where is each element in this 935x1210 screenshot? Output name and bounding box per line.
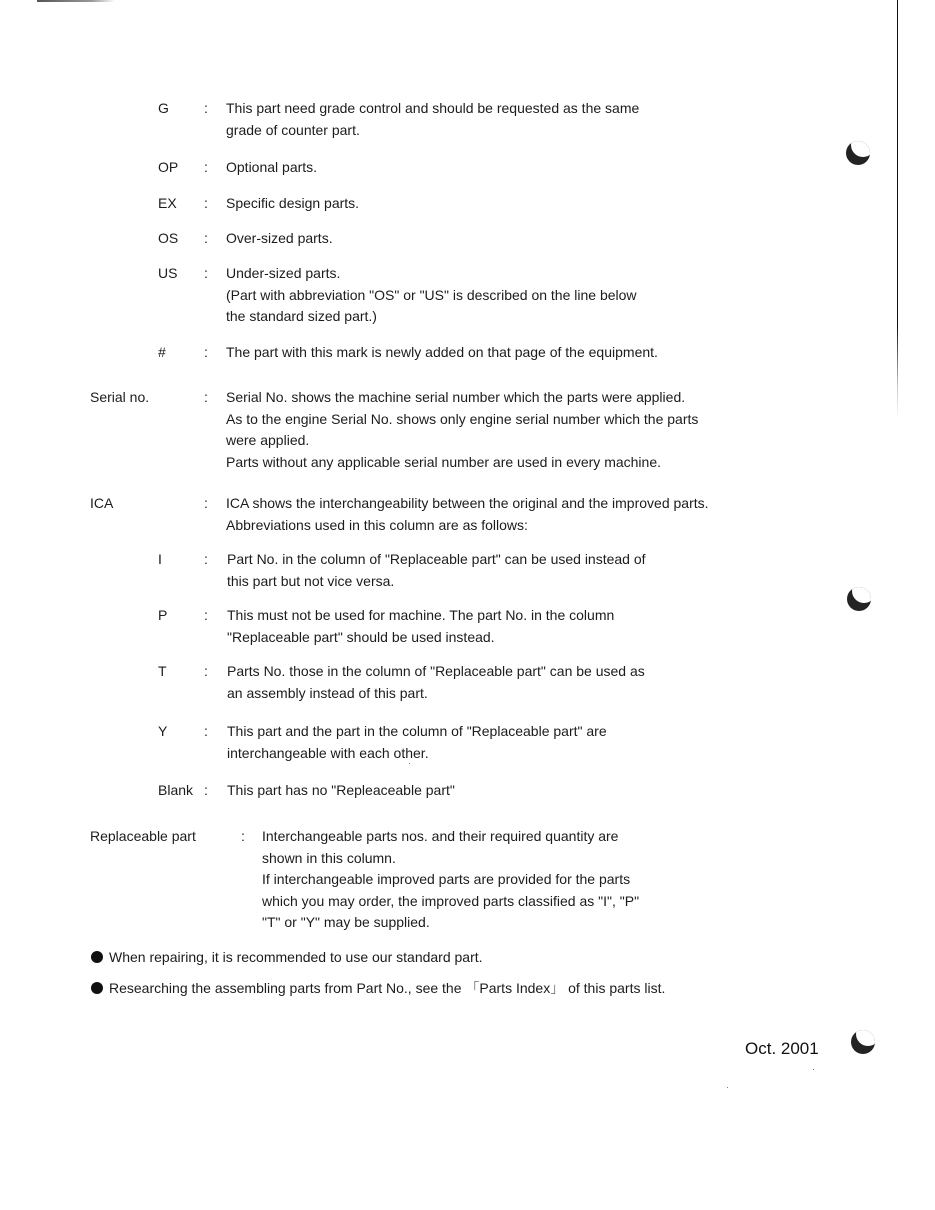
description-line: shown in this column. [262,849,396,866]
bullet-icon [91,951,103,963]
colon: : [204,663,208,679]
code-description [226,193,359,215]
code-description [227,780,455,802]
colon: : [204,723,208,739]
note-parts-index [91,978,665,998]
description-line: Optional parts. [226,159,318,175]
colon: : [204,159,208,175]
description-line: Part No. in the column of "Replaceable part" can be used instead of [227,551,646,567]
note-text: When repairing, it is recommended to use our standard part. [109,949,483,965]
description-line: The part with this mark is newly added on that page of the equipment. [226,344,658,360]
description-line: Parts without any applicable serial number are used in every machine. [226,453,662,470]
colon: : [204,551,208,567]
code-label: # [158,344,166,360]
section-description [226,493,709,536]
code-description [227,661,645,704]
code-label: P [158,607,168,623]
code-label: EX [158,195,177,211]
code-description [227,549,646,592]
colon: : [204,100,208,116]
code-description [226,157,317,179]
scan-speck [813,1069,814,1070]
colon: : [204,230,208,246]
description-line: This must not be used for machine. The part No. in the column [227,607,615,623]
section-label: Replaceable part [90,828,196,844]
section-description [262,826,639,934]
description-line: As to the engine Serial No. shows only engine serial number which the parts [226,410,699,427]
code-description [226,342,658,364]
description-line: Abbreviations used in this column are as follows: [226,516,528,533]
description-line: This part need grade control and should be requested as the same [226,100,640,116]
section-description [226,387,698,473]
description-line: Over-sized parts. [226,230,333,246]
code-label: G [158,100,169,116]
scan-speck [409,763,410,764]
colon: : [204,782,208,798]
scan-edge-line-top [37,0,115,2]
code-label: Blank [158,782,194,798]
description-line: this part but not vice versa. [227,572,395,589]
code-description [226,263,637,328]
code-description [226,98,639,141]
description-line: Serial No. shows the machine serial number which the parts were applied. [226,389,686,405]
hole-punch-mark-middle [847,587,871,611]
description-line: This part has no "Repleaceable part" [227,782,455,798]
revision-date: Oct. 2001 [745,1039,819,1058]
description-line: which you may order, the improved parts classified as "I", "P" [262,892,640,909]
hole-punch-mark-top [846,141,870,165]
scan-edge-line-right [897,0,898,420]
code-label: OP [158,159,179,175]
code-description [227,721,607,764]
scan-speck [727,1087,728,1088]
colon: : [204,195,208,211]
description-line: the standard sized part.) [226,308,377,324]
code-label: OS [158,230,179,246]
note-text: Researching the assembling parts from Part No., see the 「Parts Index」 of this parts list. [109,980,666,996]
description-line: an assembly instead of this part. [227,684,428,701]
colon: : [204,265,208,281]
description-line: Under-sized parts. [226,265,341,281]
description-line: This part and the part in the column of "Replaceable part" are [227,723,607,739]
colon: : [204,389,208,405]
description-line: "T" or "Y" may be supplied. [262,914,430,930]
code-label: T [158,663,167,679]
description-line: were applied. [226,432,310,448]
colon: : [204,344,208,360]
code-description [226,228,333,250]
code-description [227,605,614,648]
colon: : [204,495,208,511]
description-line: Specific design parts. [226,195,360,211]
description-line: Parts No. those in the column of "Replaceable part" can be used as [227,663,645,679]
code-label: US [158,265,178,281]
description-line: Interchangeable parts nos. and their required quantity are [262,828,619,844]
bullet-icon [91,982,103,994]
hole-punch-mark-bottom [851,1030,875,1054]
section-label: Serial no. [90,389,150,405]
description-line: If interchangeable improved parts are provided for the parts [262,871,631,887]
code-label: I [158,551,162,567]
description-line: "Replaceable part" should be used instead. [227,628,495,645]
colon: : [204,607,208,623]
section-label: ICA [90,495,114,511]
note-standard-part [91,947,483,967]
code-label: Y [158,723,168,739]
description-line: ICA shows the interchangeability between the original and the improved parts. [226,495,709,511]
description-line: (Part with abbreviation "OS" or "US" is described on the line below [226,286,637,303]
colon: : [241,828,245,844]
description-line: interchangeable with each other. [227,744,429,761]
description-line: grade of counter part. [226,121,360,138]
